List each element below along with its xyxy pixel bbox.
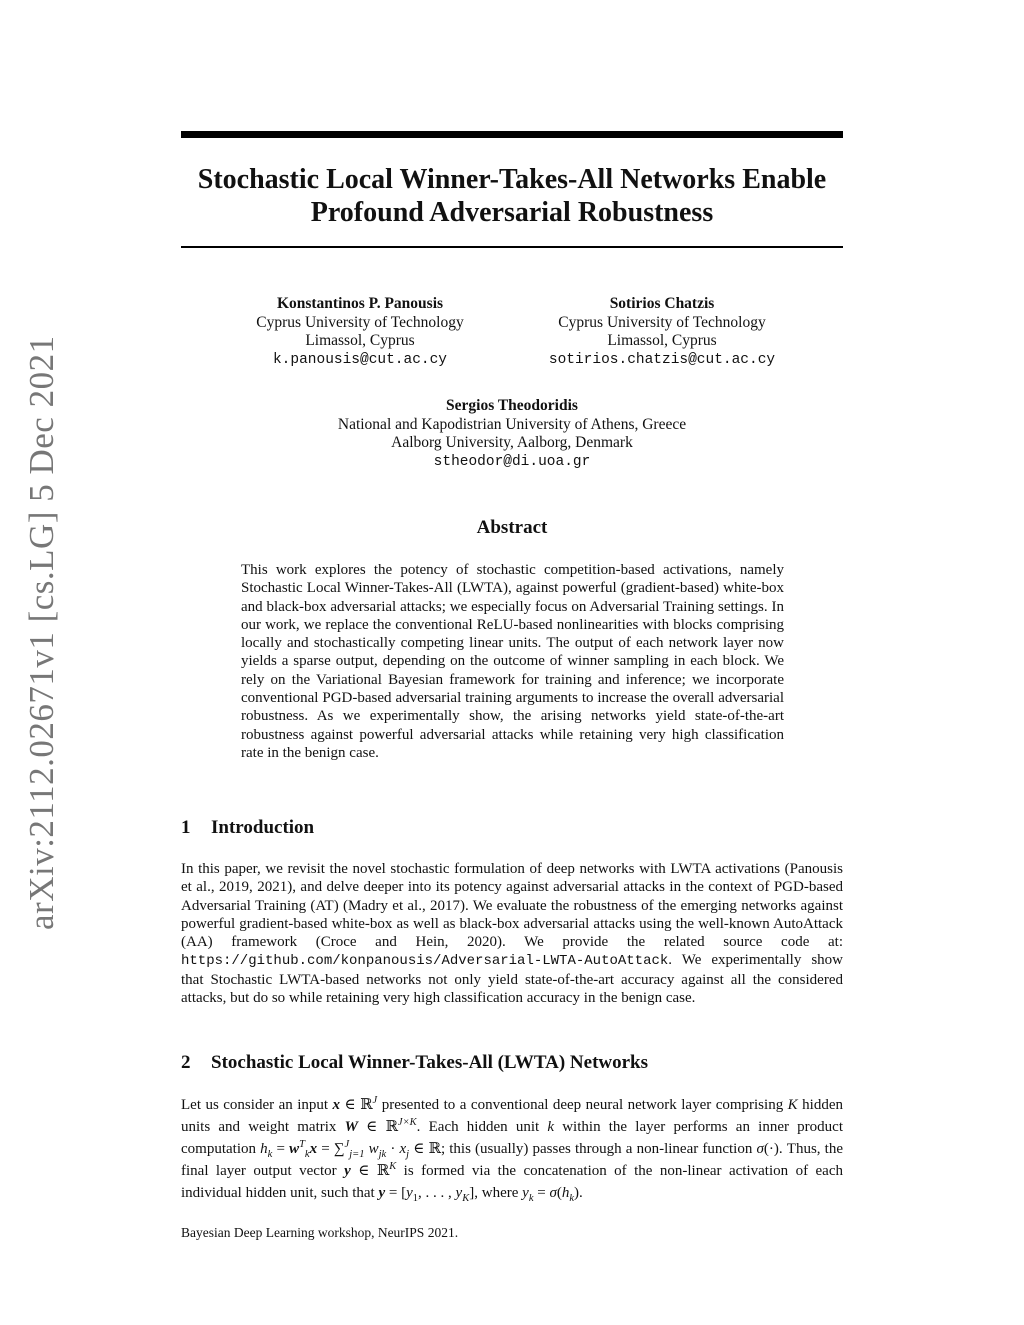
title-line-2: Profound Adversarial Robustness — [310, 197, 714, 228]
author-email[interactable]: sotirios.chatzis@cut.ac.cy — [548, 351, 776, 368]
title-line-1: Stochastic Local Winner-Takes-All Networks Enable — [197, 164, 827, 195]
lwta-paragraph: Let us consider an input x ∈ ℝ$^J$ presented to a conventional deep neural network layer comprising K hidden units and weight matrix W ∈ ℝ$^{J\times K}$. Each hidden unit k within the layer performs an inner product computation $h_k = w^T_kx = \sum^J_{j=1}$ $w_{jk} \cdot x_j$ ∈ ℝ; this (usually) passes through a non-linear function σ(·). Thus, the final layer output vector y ∈ ℝ$^K$ is formed via the concatenation of the non-linear activation of each individual hidden unit, such that $y = [y_1$, . . . , $y_K$], where $y_k = \sigma(h_k)$. — [181, 1095, 844, 1204]
text-run: ; this (usually) passes through a non-linear function — [440, 1141, 757, 1157]
text-run: hidden units and weight matrix — [181, 1097, 843, 1135]
intro-text: In this paper, we revisit the novel stochastic formulation of deep networks with LWTA activations (Panousis et al., 2019, 2021), and delve deeper into its potency against adversarial attacks in the context of PGD-based Adversarial Training (AT) (Madry et al., 2017). We evaluate the robustness of the emerging networks against powerful gradient-based white-box as well as black-box adversarial attacks using the well-known AutoAttack (AA) framework (Croce and Hein, 2020). We provide the related source code at: — [181, 861, 843, 951]
section-number: 2 — [181, 1052, 191, 1073]
author-location: Limassol, Cyprus — [607, 332, 717, 349]
text-run: within the layer performs an inner product computation — [181, 1119, 843, 1157]
author-block-2 — [512, 295, 812, 369]
paper-title — [181, 163, 843, 229]
section-title: Introduction — [211, 817, 315, 838]
title-bottom-rule — [181, 246, 843, 248]
author-affiliation: National and Kapodistrian University of Athens, Greece — [337, 415, 687, 433]
author-affiliation-2: Aalborg University, Aalborg, Denmark — [391, 434, 633, 451]
author-block-3 — [262, 397, 762, 471]
text-run: presented to a conventional deep neural network layer comprising — [377, 1097, 788, 1113]
arxiv-identifier: arXiv:2112.02671v1 [cs.LG] 5 Dec 2021 — [22, 335, 61, 930]
abstract-heading: Abstract — [476, 517, 548, 538]
introduction-paragraph — [181, 860, 843, 1007]
author-name: Sergios Theodoridis — [446, 397, 578, 414]
section-2-heading — [181, 1052, 648, 1074]
venue-footnote: Bayesian Deep Learning workshop, NeurIPS 2021. — [181, 1225, 459, 1240]
author-email[interactable]: stheodor@di.uoa.gr — [433, 453, 591, 470]
source-code-link[interactable]: https://github.com/konpanousis/Adversarial-LWTA-AutoAttack — [181, 953, 669, 970]
intro-text-end: . We experimentally show that Stochastic LWTA-based networks not only yield state-of-the-art accuracy against all the considered attacks, but do so while retaining very high classification accuracy in the benign case. — [181, 952, 843, 1007]
author-affiliation: Cyprus University of Technology — [558, 313, 766, 331]
text-run: . Each hidden unit — [416, 1119, 548, 1135]
text-run: Let us consider an input — [181, 1097, 333, 1113]
author-email[interactable]: k.panousis@cut.ac.cy — [272, 351, 448, 368]
text-run: . — [579, 1185, 583, 1201]
author-location: Limassol, Cyprus — [305, 332, 415, 349]
section-number: 1 — [181, 817, 191, 838]
author-block-1 — [210, 295, 510, 369]
title-top-rule — [181, 131, 843, 138]
author-name: Konstantinos P. Panousis — [276, 295, 444, 312]
section-title: Stochastic Local Winner-Takes-All (LWTA) Networks — [211, 1052, 649, 1073]
text-run: is formed via the concatenation of the non-linear activation of each individual hidden unit, such that — [181, 1163, 843, 1201]
section-1-heading — [181, 817, 314, 839]
text-run: , where — [474, 1185, 523, 1201]
author-name: Sotirios Chatzis — [609, 295, 715, 312]
author-affiliation: Cyprus University of Technology — [256, 313, 464, 331]
text-run: . Thus, the final layer output vector — [181, 1141, 844, 1179]
abstract-text: This work explores the potency of stochastic competition-based activations, namely Stochastic Local Winner-Takes-All (LWTA), against powerful (gradient-based) white-box and black-box adversarial attacks; we especially focus on Adversarial Training settings. In our work, we replace the conventional ReLU-based nonlinearities with blocks comprising locally and stochastically competing linear units. The output of each network layer now yields a sparse output, depending on the outcome of winner sampling in each block. We rely on the Variational Bayesian framework for training and inference; we incorporate conventional PGD-based adversarial training arguments to increase the overall adversarial robustness. As we experimentally show, the arising networks yield state-of-the-art robustness against powerful adversarial attacks while retaining very high classification rate in the benign case. — [241, 562, 784, 761]
